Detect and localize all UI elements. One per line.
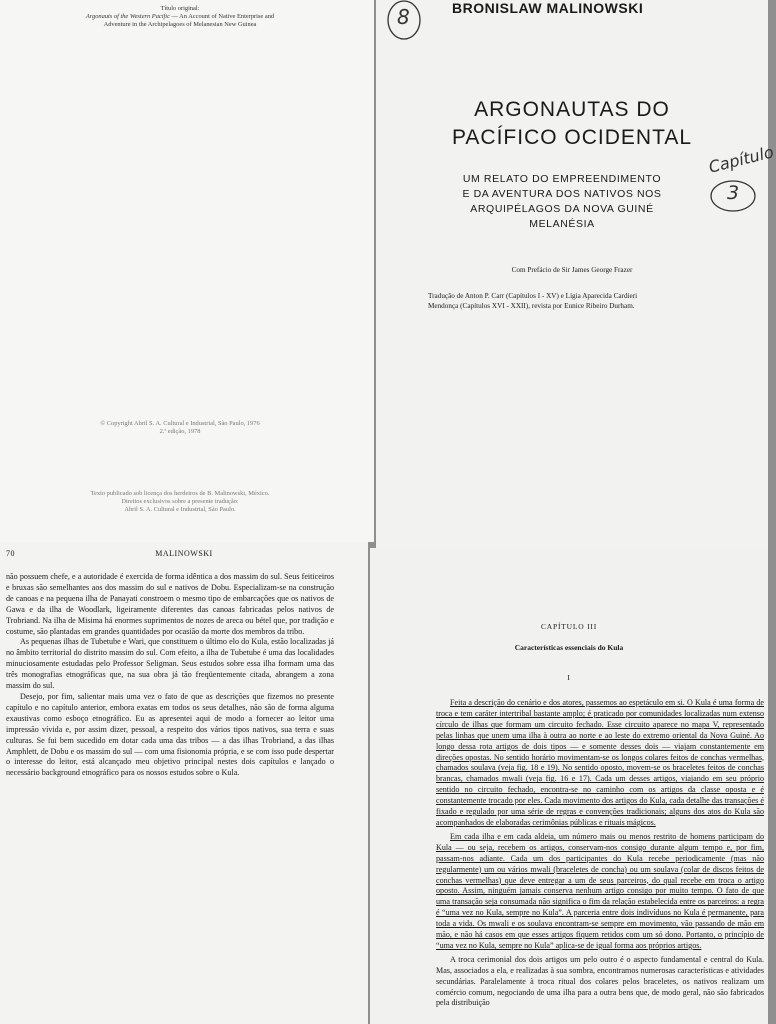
- book-title-line-1: ARGONAUTAS DO: [474, 98, 670, 121]
- page70-body: [6, 572, 334, 779]
- text-page-70: [0, 542, 368, 1024]
- handwritten-chapter-mark: [708, 178, 758, 214]
- handwritten-page-number: [384, 0, 424, 44]
- translation-credit: [428, 292, 764, 311]
- rights-block: [20, 490, 340, 514]
- page70-paragraph-2: As pequenas ilhas de Tubetube e Wari, que constituem o último elo do Kula, estão localizadas já no âmbito territorial do distrito massim do sul. Com efeito, a ilha de Tubetube é uma das localidades minuciosamente estudadas pelo Professor Seligman. Seus estudos sobre essa ilha formam uma das três monografias etnográficas que, na sua obra já tão freqüentemente citada, abrangem a zona massim do sul.: [6, 637, 334, 691]
- section-number: I: [567, 673, 571, 682]
- chapter-body: [436, 698, 764, 1009]
- chapter-page: [370, 548, 768, 1024]
- rights-line-2: Direitos exclusivos sobre a presente tradução:: [121, 498, 239, 505]
- subtitle-line-1: UM RELATO DO EMPREENDIMENTO: [462, 173, 662, 185]
- chapter-heading: CAPÍTULO III: [540, 622, 598, 631]
- translation-line-2: Mendonça (Capítulos XVI - XXII), revista por Eunice Ribeiro Durham.: [428, 301, 635, 310]
- book-title: [376, 96, 768, 152]
- chapter-title: Características essenciais do Kula: [514, 643, 624, 652]
- copyright-block: [30, 420, 330, 436]
- original-subtitle-1: — An Account of Native Enterprise and: [169, 13, 275, 20]
- translation-line-1: Tradução de Anton P. Carr (Capítulos I - XV) e Lígia Aparecida Cardieri: [428, 292, 638, 300]
- rights-line-1: Texto publicado sob licença dos herdeiros de B. Malinowski, México.: [90, 490, 270, 497]
- author-name: BRONISLAW MALINOWSKI: [452, 0, 644, 16]
- copyright-line-1: © Copyright Abril S. A. Cultural e Industrial, São Paulo, 1976: [100, 420, 260, 427]
- chapter-paragraph-2: Em cada ilha e em cada aldeia, um número mais ou menos restrito de homens participam do Kula — ou seja, recebem os artigos, conservam-nos consigo durante algum tempo e, por fim, passam-nos adiante. Cada um dos participantes do Kula recebe periodicamente (mas não regularmente) um ou vários mwali (braceletes de concha) ou um soulava (colar de discos feitos de conchas vermelhas) que deve entregar a um de seus parceiros, do qual recebe em troca o artigo oposto. Assim, ninguém jamais conserva nenhum artigo consigo por muito tempo. O fato de que uma transação seja consumada não significa o fim da relação estabelecida entre os parceiros: a regra é “uma vez no Kula, sempre no Kula”. A parceria entre dois indivíduos no Kula é permanente, para toda a vida. Os mwali e os soulava encontram-se sempre em movimento, vão passando de mão em mão, e não há casos em que esses artigos fiquem retidos com um só dono. Portanto, o princípio de “uma vez no Kula, sempre no Kula” aplica-se de igual forma aos próprios artigos.: [436, 831, 764, 950]
- running-head: MALINOWSKI: [155, 549, 213, 558]
- chapter-paragraph-1: Feita a descrição do cenário e dos atores, passemos ao espetáculo em si. O Kula é uma forma de troca e tem caráter intertribal bastante amplo; é praticado por comunidades localizadas num extenso círculo de ilhas que formam um circuito fechado. Esse circuito aparece no mapa V, representado pelas linhas que unem uma ilha à outra ao norte e ao leste do extremo oriental da Nova Guiné. Ao longo dessa rota artigos de dois tipos — e somente desses dois — viajam constantemente em direções opostas. No sentido horário movimentam-se os longos colares feitos de conchas vermelhas, chamados soulava (veja fig. 18 e 19). No sentido oposto, movem-se os braceletes feitos de conchas brancas, chamados mwali (veja fig. 16 e 17). Cada um desses artigos, viajando em seu próprio sentido no circuito fechado, encontra-se no caminho com os artigos da classe oposta e é constantemente trocado por eles. Cada movimento dos artigos do Kula, cada detalhe das transações é fixado e regulado por uma série de regras e convenções tradicionais; alguns dos atos do Kula são acompanhados de elaboradas cerimônias públicas e rituais mágicos.: [436, 698, 764, 827]
- verso-page: [0, 0, 374, 542]
- handwritten-note: Capítulo: [706, 142, 776, 177]
- book-title-line-2: PACÍFICO OCIDENTAL: [451, 126, 693, 149]
- page-number: 70: [6, 549, 15, 558]
- preface-credit: Com Prefácio de Sir James George Frazer: [511, 266, 633, 274]
- original-title-label: Título original:: [160, 5, 200, 12]
- rights-line-3: Abril S. A. Cultural e Industrial, São Paulo.: [124, 506, 236, 513]
- subtitle-line-2: E DA AVENTURA DOS NATIVOS NOS: [462, 188, 662, 200]
- subtitle-line-4: MELANÉSIA: [529, 218, 595, 230]
- page70-paragraph-1: não possuem chefe, e a autoridade é exercida de forma idêntica a dos massim do sul. Seus feiticeiros e bruxas são semelhantes aos dos massim do sul e nativos de Dobu. Especializam-se na construção de canoas e na pequena ilha de Panayati constroem o mesmo tipo de embarcações que os nativos de Gawa e da ilha de Woodlark, ligeiramente diferentes das canoas fabricadas pelos nativos de Trobriand. Na ilha de Misima há enormes suprimentos de nozes de areca ou bétel que, por tradição e costume, são plantadas em grandes quantidades por ocasião da morte dos membros da tribo.: [6, 572, 334, 636]
- subtitle-line-3: ARQUIPÉLAGOS DA NOVA GUINÉ: [470, 203, 654, 215]
- chapter-paragraph-3: A troca cerimonial dos dois artigos um pelo outro é o aspecto fundamental e central do Kula. Mas, associados a ela, e realizadas à sua sombra, encontramos numerosas características e atividades secundárias. Paralelamente à troca ritual dos colares pelos braceletes, os nativos realizam um comércio comum, negociando de uma ilha para a outra bens que, de modo geral, não são fabricados pela distribuição: [436, 954, 764, 1008]
- title-page: [376, 0, 776, 548]
- original-subtitle-2: Adventure in the Archipelagoes of Melanesian New Guinea: [103, 21, 257, 28]
- copyright-line-2: 2.ª edição, 1978: [159, 428, 201, 435]
- book-subtitle: [376, 172, 748, 232]
- handwritten-chapter-number: 3: [727, 182, 740, 204]
- original-title-block: [30, 5, 330, 29]
- original-title: Argonauts of the Western Pacific: [85, 13, 170, 20]
- handwritten-number: 8: [397, 5, 410, 29]
- page70-paragraph-3: Desejo, por fim, salientar mais uma vez o fato de que as descrições que fizemos no presente capítulo e no capítulo anterior, embora exatas em todos os seus detalhes, não são de forma alguma exaustivas como esboço etnográfico. Eu as apresentei aqui de modo a fornecer ao leitor uma impressão vívida e, por assim dizer, pessoal, a respeito dos vários tipos nativos, sua terra e suas culturas. Se fui bem sucedido em dotar cada uma das tribos — a das ilhas Trobriand, a das ilhas Amphlett, de Dobu e os massim do sul — com uma fisionomia própria, e se com isso pude despertar o interesse do leitor, está alcançado meu objetivo principal nestes dois capítulos e lançado o necessário background etnográfico para os nossos estudos sobre o Kula.: [6, 691, 334, 778]
